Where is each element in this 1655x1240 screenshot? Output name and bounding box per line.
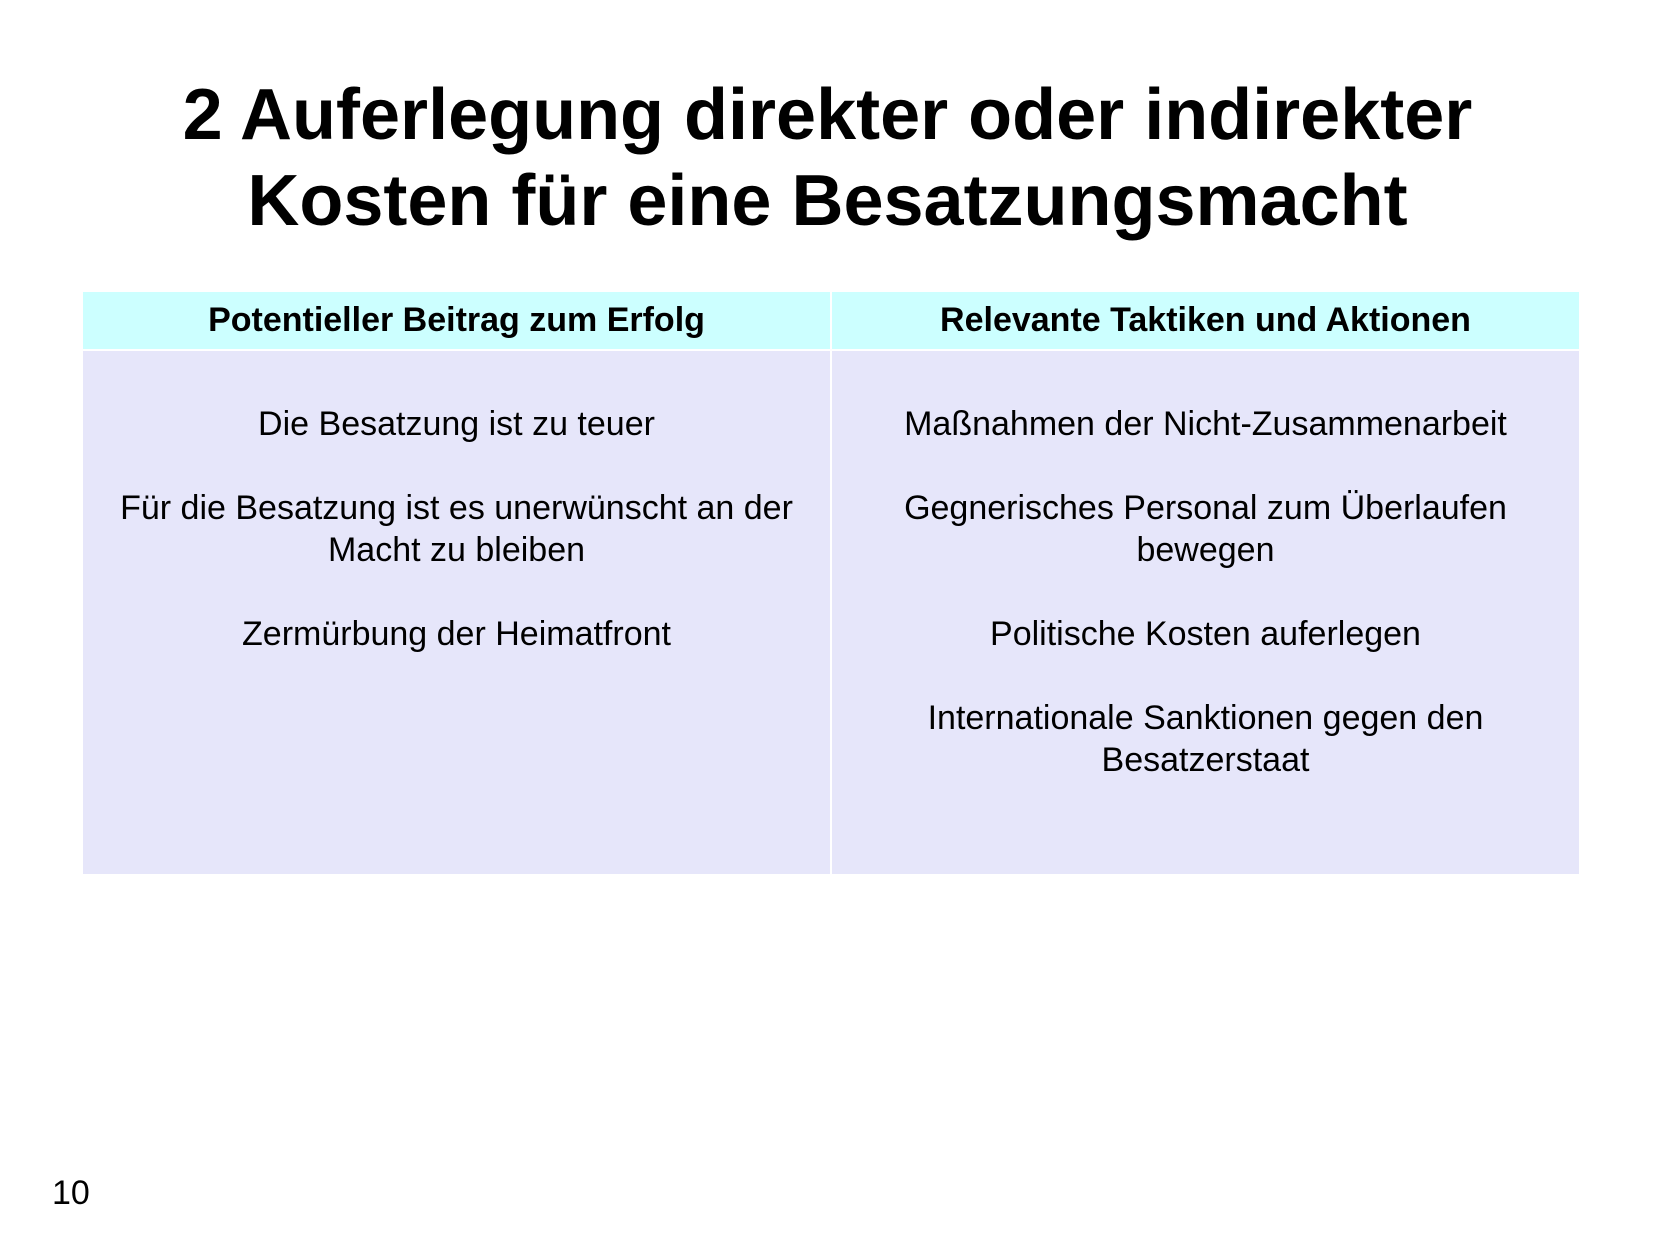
tactic-item: Politische Kosten auferlegen (990, 615, 1421, 653)
contribution-item: Zermürbung der Heimatfront (242, 615, 671, 653)
tactics-cell (832, 351, 1579, 874)
slide-title-line-1: 2 Auferlegung direkter oder indirekter (182, 75, 1473, 155)
slide-title (0, 72, 1655, 244)
table-header-contribution: Potentieller Beitrag zum Erfolg (83, 292, 830, 349)
contribution-cell (83, 351, 830, 874)
contribution-item: Die Besatzung ist zu teuer (258, 405, 655, 443)
tactic-item: Internationale Sanktionen gegen den Besatzerstaat (927, 699, 1484, 779)
tactic-item: Maßnahmen der Nicht-Zusammenarbeit (904, 405, 1507, 443)
page-number: 10 (52, 1174, 90, 1212)
content-table (83, 292, 1579, 874)
contribution-item: Für die Besatzung ist es unerwünscht an der Macht zu bleiben (120, 489, 793, 569)
table-header-tactics: Relevante Taktiken und Aktionen (832, 292, 1579, 349)
slide-title-line-2: Kosten für eine Besatzungsmacht (247, 161, 1408, 241)
tactic-item: Gegnerisches Personal zum Überlaufen bewegen (904, 489, 1507, 569)
